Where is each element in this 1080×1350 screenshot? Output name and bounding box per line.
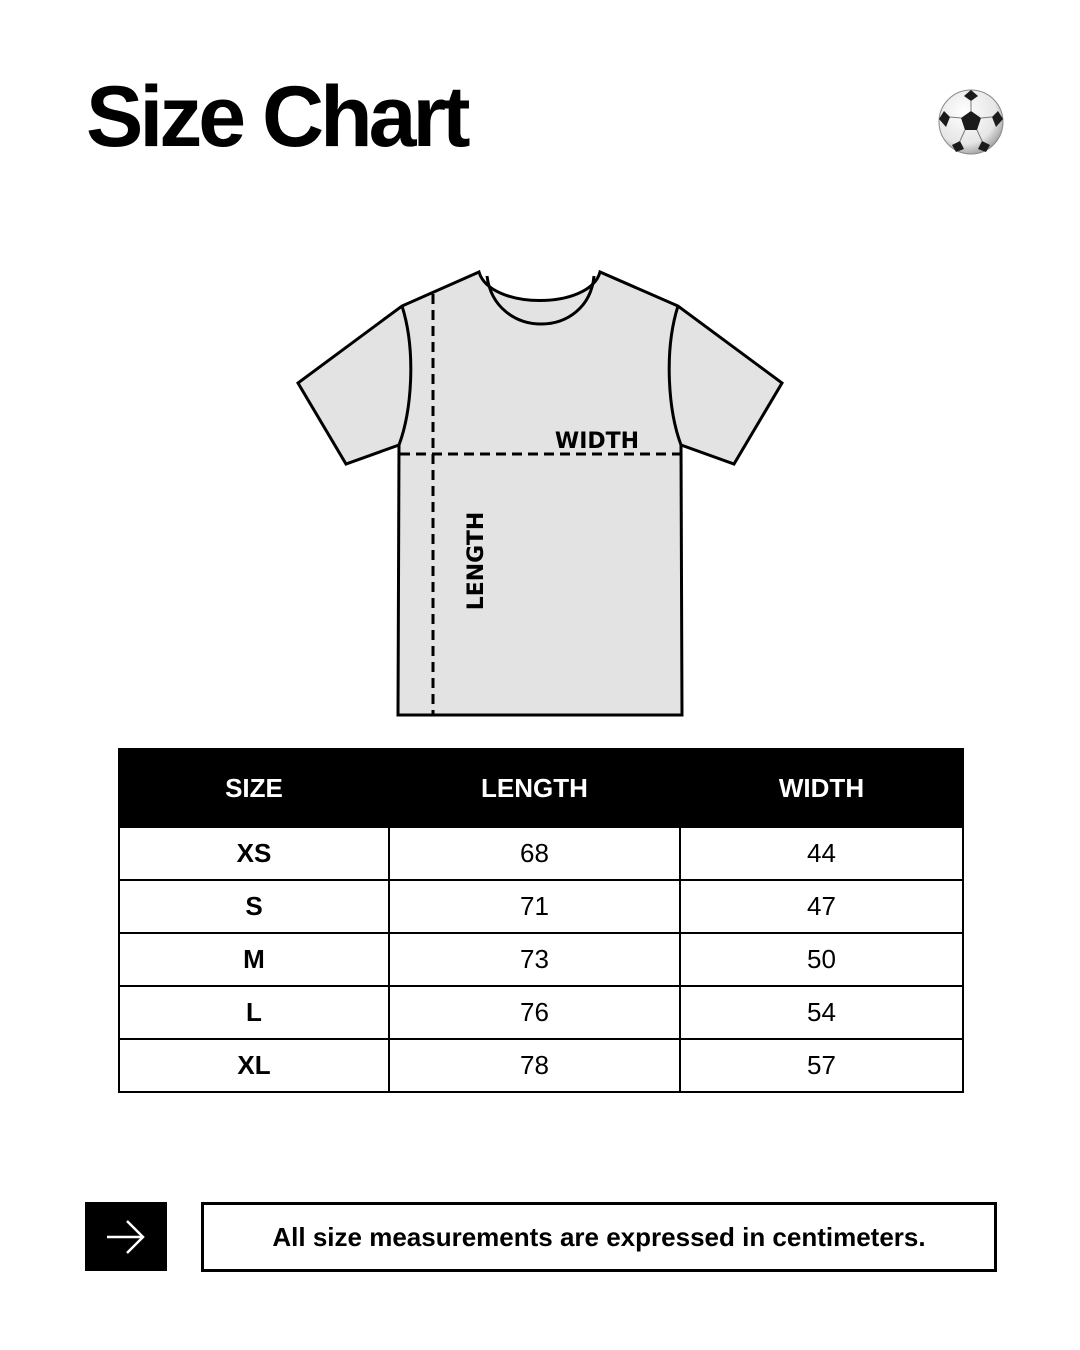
size-cell: S: [119, 880, 389, 933]
width-cell: 50: [680, 933, 963, 986]
soccer-ball-icon: [938, 89, 1004, 155]
table-row: [119, 986, 963, 1039]
t-shirt-outline: [298, 272, 782, 715]
table-row: [119, 880, 963, 933]
t-shirt-diagram: [290, 262, 790, 724]
measurement-note: [201, 1202, 997, 1272]
width-cell: 44: [680, 827, 963, 880]
length-cell: 68: [389, 827, 680, 880]
page-title: Size Chart: [86, 69, 467, 165]
width-cell: 54: [680, 986, 963, 1039]
table-row: [119, 933, 963, 986]
arrow-button[interactable]: [85, 1202, 167, 1271]
table-row: [119, 1039, 963, 1092]
width-cell: 57: [680, 1039, 963, 1092]
length-cell: 78: [389, 1039, 680, 1092]
length-header: LENGTH: [389, 749, 680, 827]
size-cell: M: [119, 933, 389, 986]
size-cell: XS: [119, 827, 389, 880]
width-header: WIDTH: [680, 749, 963, 827]
length-cell: 73: [389, 933, 680, 986]
length-cell: 71: [389, 880, 680, 933]
size-header: SIZE: [119, 749, 389, 827]
size-cell: L: [119, 986, 389, 1039]
size-table: [118, 748, 964, 1093]
arrow-right-icon: [105, 1218, 147, 1256]
table-header-row: [119, 749, 963, 827]
size-cell: XL: [119, 1039, 389, 1092]
length-label: LENGTH: [464, 511, 489, 611]
width-cell: 47: [680, 880, 963, 933]
width-label: WIDTH: [554, 429, 640, 454]
measurement-note-text: All size measurements are expressed in centimeters.: [272, 1221, 926, 1252]
table-row: [119, 827, 963, 880]
length-cell: 76: [389, 986, 680, 1039]
